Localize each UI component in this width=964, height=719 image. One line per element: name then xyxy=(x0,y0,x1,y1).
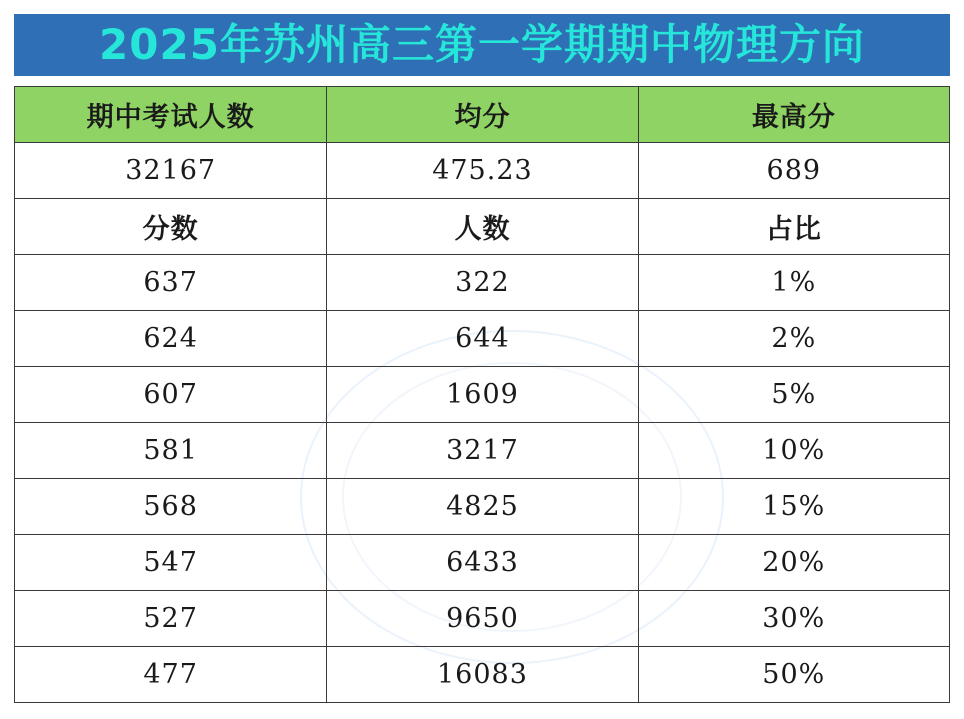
distribution-header-percent: 占比 xyxy=(638,199,949,255)
distribution-header-score: 分数 xyxy=(15,199,327,255)
score-distribution-table xyxy=(14,86,950,703)
row-percent: 1% xyxy=(638,255,949,311)
row-percent: 50% xyxy=(638,647,949,703)
row-percent: 2% xyxy=(638,311,949,367)
table-row xyxy=(15,423,950,479)
table-row xyxy=(15,591,950,647)
row-score: 637 xyxy=(15,255,327,311)
summary-header-row xyxy=(15,87,950,143)
row-percent: 20% xyxy=(638,535,949,591)
table-row xyxy=(15,311,950,367)
row-score: 477 xyxy=(15,647,327,703)
row-score: 624 xyxy=(15,311,327,367)
row-score: 527 xyxy=(15,591,327,647)
distribution-header-count: 人数 xyxy=(327,199,638,255)
summary-header-top-score: 最高分 xyxy=(638,87,949,143)
summary-value-top-score: 689 xyxy=(638,143,949,199)
row-count: 3217 xyxy=(327,423,638,479)
row-percent: 15% xyxy=(638,479,949,535)
row-percent: 30% xyxy=(638,591,949,647)
table-row xyxy=(15,535,950,591)
row-count: 16083 xyxy=(327,647,638,703)
row-count: 1609 xyxy=(327,367,638,423)
summary-header-average: 均分 xyxy=(327,87,638,143)
row-count: 9650 xyxy=(327,591,638,647)
summary-value-average: 475.23 xyxy=(327,143,638,199)
row-score: 607 xyxy=(15,367,327,423)
row-percent: 10% xyxy=(638,423,949,479)
row-count: 644 xyxy=(327,311,638,367)
summary-value-exam-count: 32167 xyxy=(15,143,327,199)
row-count: 4825 xyxy=(327,479,638,535)
table-row xyxy=(15,479,950,535)
row-count: 6433 xyxy=(327,535,638,591)
row-score: 568 xyxy=(15,479,327,535)
summary-value-row xyxy=(15,143,950,199)
row-score: 547 xyxy=(15,535,327,591)
row-score: 581 xyxy=(15,423,327,479)
table-row xyxy=(15,255,950,311)
row-percent: 5% xyxy=(638,367,949,423)
page-title: 2025年苏州高三第一学期期中物理方向 xyxy=(99,20,865,69)
row-count: 322 xyxy=(327,255,638,311)
title-banner xyxy=(14,14,950,76)
table-row xyxy=(15,367,950,423)
table-row xyxy=(15,647,950,703)
summary-header-exam-count: 期中考试人数 xyxy=(15,87,327,143)
distribution-header-row xyxy=(15,199,950,255)
